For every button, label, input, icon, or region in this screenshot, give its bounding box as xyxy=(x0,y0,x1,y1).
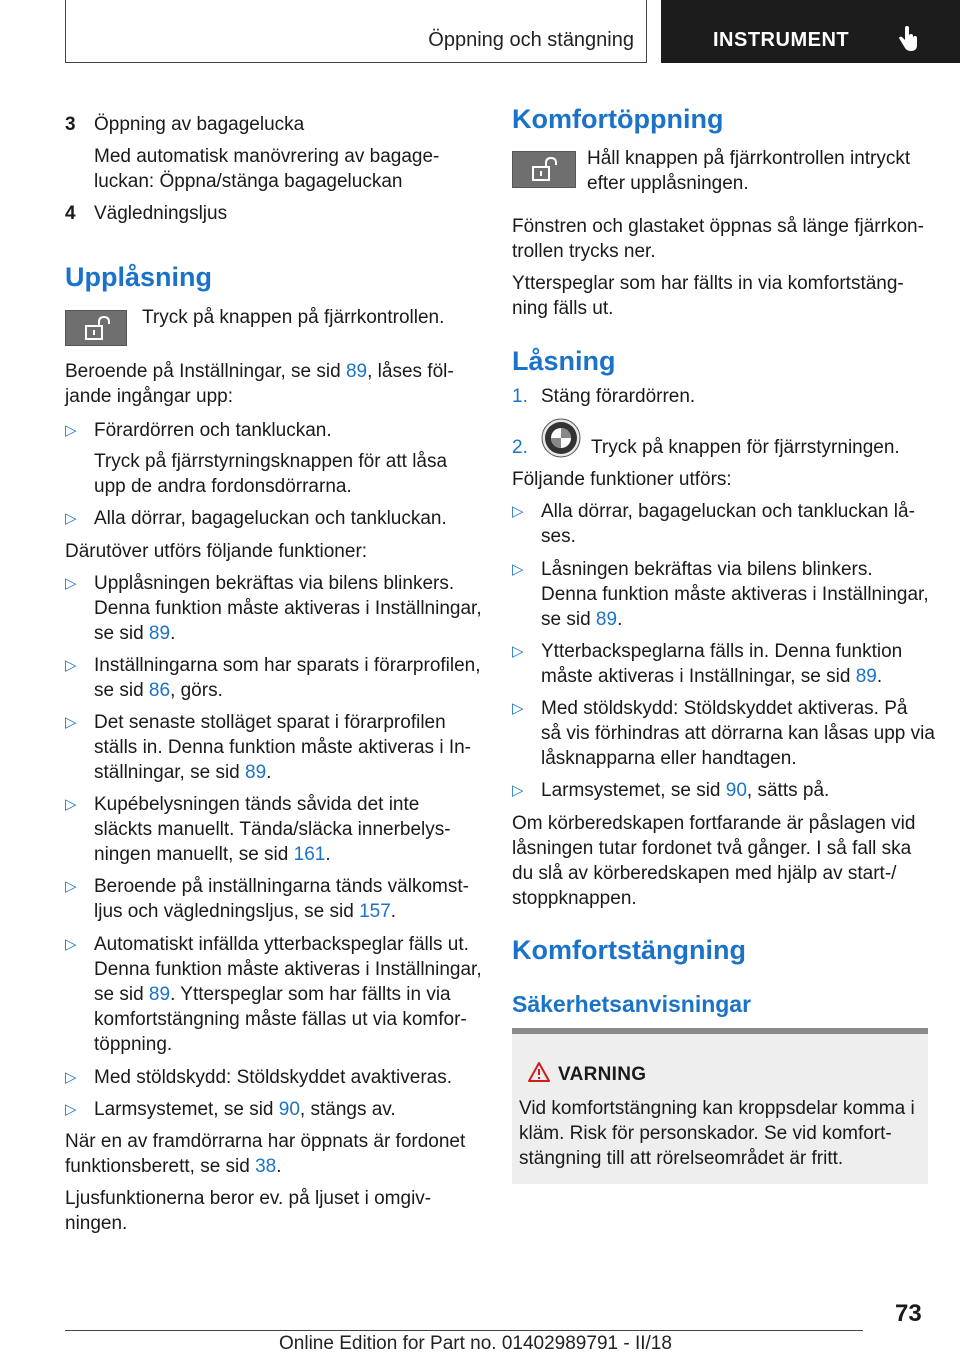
list-item: se sid 89. Ytterspeglar som har fällts in via xyxy=(94,984,451,1005)
bullet-icon: ▷ xyxy=(512,782,524,799)
list-item: töppning. xyxy=(94,1034,173,1055)
list-item: ses. xyxy=(541,526,576,547)
page-link[interactable]: 89 xyxy=(148,623,171,644)
list-item: ställningar, se sid 89. xyxy=(94,762,272,783)
paragraph: låsningen tutar fordonet två gånger. I så fall ska xyxy=(512,838,912,859)
warning-text: Vid komfortstängning kan kroppsdelar komma i xyxy=(519,1098,915,1119)
step-number: 2. xyxy=(512,437,528,458)
list-item: Kupébelysningen tänds såvida det inte xyxy=(94,794,420,815)
heading-unlock: Upplåsning xyxy=(65,262,212,292)
bullet-icon: ▷ xyxy=(65,714,77,731)
item-title: Öppning av bagagelucka xyxy=(94,114,305,135)
header-chapter-tab[interactable] xyxy=(661,0,960,63)
bullet-icon: ▷ xyxy=(65,657,77,674)
warning-box xyxy=(512,1028,928,1184)
unlock-key-button-image xyxy=(512,151,576,188)
bullet-icon: ▷ xyxy=(65,796,77,813)
header-chapter-title: INSTRUMENT xyxy=(713,29,850,51)
paragraph: jande ingångar upp: xyxy=(65,386,233,407)
hand-pointer-icon xyxy=(897,26,919,52)
page-link[interactable]: 89 xyxy=(595,609,618,630)
heading-locking: Låsning xyxy=(512,346,616,376)
bullet-icon: ▷ xyxy=(65,936,77,953)
page-link[interactable]: 157 xyxy=(359,901,391,922)
warning-triangle-icon xyxy=(528,1062,550,1082)
unlock-icon xyxy=(531,157,557,181)
page-link[interactable]: 89 xyxy=(148,984,171,1005)
heading-comfort-open: Komfortöppning xyxy=(512,104,724,134)
page-link[interactable]: 89 xyxy=(245,762,267,783)
list-item: Denna funktion måste aktiveras i Inställningar, xyxy=(94,598,482,619)
list-item: Denna funktion måste aktiveras i Inställningar, xyxy=(94,959,482,980)
list-item: Förardörren och tankluckan. xyxy=(94,420,332,441)
list-item: Upplåsningen bekräftas via bilens blinkers. xyxy=(94,573,455,594)
page-link[interactable]: 90 xyxy=(725,780,747,801)
page-link[interactable]: 89 xyxy=(345,361,368,382)
paragraph: stoppknappen. xyxy=(512,888,637,909)
list-item: upp de andra fordonsdörrarna. xyxy=(94,476,352,497)
paragraph: Ytterspeglar som har fällts in via komfortstäng- xyxy=(512,273,904,294)
bullet-icon: ▷ xyxy=(512,561,524,578)
bullet-icon: ▷ xyxy=(512,700,524,717)
list-item: Tryck på fjärrstyrningsknappen för att låsa xyxy=(94,451,448,472)
list-item: se sid 89. xyxy=(94,623,176,644)
list-item: låsknapparna eller handtagen. xyxy=(541,748,797,769)
list-item: ningen manuellt, se sid 161. xyxy=(94,844,331,865)
list-item: Larmsystemet, se sid 90, sätts på. xyxy=(541,780,830,801)
footer-divider xyxy=(65,1330,863,1331)
list-item: Med stöldskydd: Stöldskyddet aktiveras. På xyxy=(541,698,908,719)
list-item: Inställningarna som har sparats i förarprofilen, xyxy=(94,655,481,676)
list-item: Larmsystemet, se sid 90, stängs av. xyxy=(94,1099,396,1120)
heading-comfort-close: Komfortstängning xyxy=(512,935,746,965)
heading-safety: Säkerhetsanvisningar xyxy=(512,991,752,1017)
bullet-icon: ▷ xyxy=(65,422,77,439)
paragraph: Följande funktioner utförs: xyxy=(512,469,732,490)
bullet-icon: ▷ xyxy=(512,503,524,520)
page-number: 73 xyxy=(895,1300,922,1327)
page-link[interactable]: 89 xyxy=(855,666,877,687)
header-section-box xyxy=(65,0,647,63)
list-item: Ytterbackspeglarna fälls in. Denna funktion xyxy=(541,641,903,662)
list-item: komfortstängning måste fällas ut via komfor- xyxy=(94,1009,467,1030)
item-number: 4 xyxy=(65,203,76,224)
bullet-icon: ▷ xyxy=(65,878,77,895)
list-item: Det senaste stolläget sparat i förarprofilen xyxy=(94,712,446,733)
list-item: Alla dörrar, bagageluckan och tankluckan lå- xyxy=(541,501,915,522)
item-title: Vägledningsljus xyxy=(94,203,228,224)
list-item: Beroende på inställningarna tänds välkomst- xyxy=(94,876,469,897)
page-link[interactable]: 86 xyxy=(148,680,171,701)
list-item: Låsningen bekräftas via bilens blinkers. xyxy=(541,559,873,580)
list-item: se sid 86, görs. xyxy=(94,680,223,701)
step-text: Stäng förardörren. xyxy=(541,386,696,407)
paragraph: Därutöver utförs följande funktioner: xyxy=(65,541,368,562)
paragraph: Beroende på Inställningar, se sid 89, låses föl- xyxy=(65,361,454,382)
list-item: ljus och vägledningsljus, se sid 157. xyxy=(94,901,397,922)
footer-edition: Online Edition for Part no. 01402989791 - II/18 xyxy=(279,1333,672,1354)
list-item: måste aktiveras i Inställningar, se sid 89. xyxy=(541,666,883,687)
list-item: se sid 89. xyxy=(541,609,623,630)
step-text: Tryck på knappen för fjärrstyrningen. xyxy=(591,437,900,458)
bullet-icon: ▷ xyxy=(65,1069,77,1086)
list-item: ställs in. Denna funktion måste aktiveras i In- xyxy=(94,737,472,758)
comfort-open-instruction: efter upplåsningen. xyxy=(587,173,749,194)
bullet-icon: ▷ xyxy=(65,575,77,592)
list-item: så vis förhindras att dörrarna kan låsas upp via xyxy=(541,723,935,744)
step-number: 1. xyxy=(512,386,528,407)
list-item: Med stöldskydd: Stöldskyddet avaktiveras. xyxy=(94,1067,453,1088)
unlock-key-button-image xyxy=(65,310,127,346)
paragraph: Om körberedskapen fortfarande är påslagen vid xyxy=(512,813,916,834)
paragraph: du slå av körberedskapen med hjälp av start-/ xyxy=(512,863,897,884)
paragraph: ning fälls ut. xyxy=(512,298,614,319)
item-desc: Med automatisk manövrering av bagage- xyxy=(94,146,440,167)
paragraph: När en av framdörrarna har öppnats är fordonet xyxy=(65,1131,466,1152)
bullet-icon: ▷ xyxy=(65,1101,77,1118)
page-link[interactable]: 90 xyxy=(278,1099,300,1120)
bullet-icon: ▷ xyxy=(65,510,77,527)
warning-text: kläm. Risk för personskador. Se vid komfort- xyxy=(519,1123,892,1144)
paragraph: trollen trycks ner. xyxy=(512,241,656,262)
paragraph: ningen. xyxy=(65,1213,128,1234)
comfort-open-instruction: Håll knappen på fjärrkontrollen intryckt xyxy=(587,148,911,169)
paragraph: Fönstren och glastaket öppnas så länge fjärrkon- xyxy=(512,216,924,237)
paragraph: funktionsberett, se sid 38. xyxy=(65,1156,282,1177)
unlock-instruction: Tryck på knappen på fjärrkontrollen. xyxy=(142,307,445,328)
list-item: släckts manuellt. Tända/släcka innerbelys- xyxy=(94,819,451,840)
item-number: 3 xyxy=(65,114,76,135)
item-desc: luckan: Öppna/stänga bagageluckan xyxy=(94,171,403,192)
bmw-logo-icon xyxy=(541,418,581,458)
list-item: Alla dörrar, bagageluckan och tankluckan. xyxy=(94,508,447,529)
page-link[interactable]: 161 xyxy=(293,844,326,865)
header-section-title: Öppning och stängning xyxy=(428,29,634,51)
warning-text: stängning till att rörelseområdet är fritt. xyxy=(519,1148,844,1169)
page-link[interactable]: 38 xyxy=(255,1156,277,1177)
list-item: Automatiskt infällda ytterbackspeglar fälls ut. xyxy=(94,934,469,955)
unlock-icon xyxy=(84,316,110,340)
bullet-icon: ▷ xyxy=(512,643,524,660)
paragraph: Ljusfunktionerna beror ev. på ljuset i omgiv- xyxy=(65,1188,432,1209)
warning-title: VARNING xyxy=(558,1064,647,1085)
list-item: Denna funktion måste aktiveras i Inställningar, xyxy=(541,584,929,605)
